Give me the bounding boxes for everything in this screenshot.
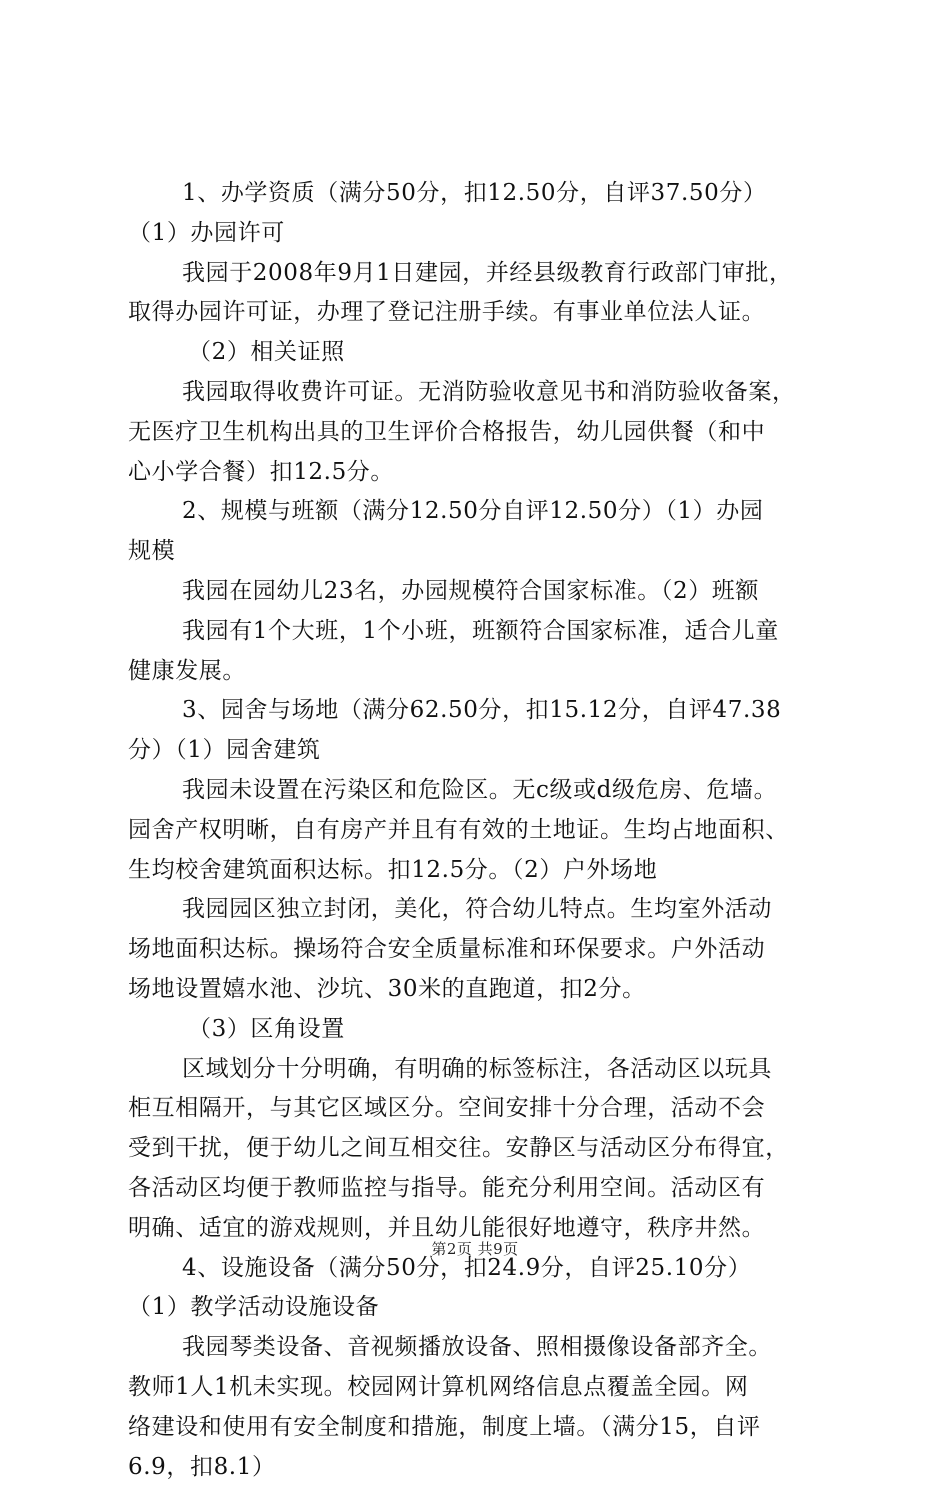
text-line: 我园于2008年9月1日建园，并经县级教育行政部门审批， [128,254,838,294]
text-line: 生均校舍建筑面积达标。扣12.5分。（2）户外场地 [128,851,838,891]
page-footer: 第2页 共9页 [0,1238,950,1259]
text-line: 教师1人1机未实现。校园网计算机网络信息点覆盖全园。网 [128,1368,838,1408]
text-line: 我园在园幼儿23名，办园规模符合国家标准。（2）班额 [128,572,838,612]
text-line: 3、园舍与场地（满分62.50分，扣15.12分，自评47.38 [128,691,838,731]
text-line: 场地面积达标。操场符合安全质量标准和环保要求。户外活动 [128,930,838,970]
text-line: 规模 [128,532,838,572]
text-line: （1）教学活动设施设备 [128,1288,838,1328]
text-line: 取得办园许可证，办理了登记注册手续。有事业单位法人证。 [128,293,838,333]
text-line: 我园取得收费许可证。无消防验收意见书和消防验收备案， [128,373,838,413]
text-line: 无医疗卫生机构出具的卫生评价合格报告，幼儿园供餐（和中 [128,413,838,453]
text-line: 健康发展。 [128,652,838,692]
text-line: 我园未设置在污染区和危险区。无c级或d级危房、危墙。 [128,771,838,811]
text-line: 6.9，扣8.1） [128,1448,838,1487]
document-body [128,174,838,1487]
text-line: 心小学合餐）扣12.5分。 [128,453,838,493]
text-line: 场地设置嬉水池、沙坑、30米的直跑道，扣2分。 [128,970,838,1010]
text-line: 2、规模与班额（满分12.50分自评12.50分）（1）办园 [128,492,838,532]
text-line: 我园有1个大班，1个小班，班额符合国家标准，适合儿童 [128,612,838,652]
text-line: 我园园区独立封闭，美化，符合幼儿特点。生均室外活动 [128,890,838,930]
text-line: （3）区角设置 [128,1010,838,1050]
text-line: （2）相关证照 [128,333,838,373]
text-line: 络建设和使用有安全制度和措施，制度上墙。（满分15，自评 [128,1408,838,1448]
text-line: 各活动区均便于教师监控与指导。能充分利用空间。活动区有 [128,1169,838,1209]
text-line: 分）（1）园舍建筑 [128,731,838,771]
text-line: 1、办学资质（满分50分，扣12.50分，自评37.50分） [128,174,838,214]
text-line: 4、设施设备（满分50分，扣24.9分，自评25.10分） [128,1249,838,1289]
text-line: 园舍产权明晰，自有房产并且有有效的土地证。生均占地面积、 [128,811,838,851]
text-line: 明确、适宜的游戏规则，并且幼儿能很好地遵守，秩序井然。 [128,1209,838,1249]
text-line: 柜互相隔开，与其它区域区分。空间安排十分合理，活动不会 [128,1089,838,1129]
text-line: 我园琴类设备、音视频播放设备、照相摄像设备部齐全。 [128,1328,838,1368]
text-line: 受到干扰，便于幼儿之间互相交往。安静区与活动区分布得宜， [128,1129,838,1169]
text-line: （1）办园许可 [128,214,838,254]
text-line: 区域划分十分明确，有明确的标签标注，各活动区以玩具 [128,1050,838,1090]
